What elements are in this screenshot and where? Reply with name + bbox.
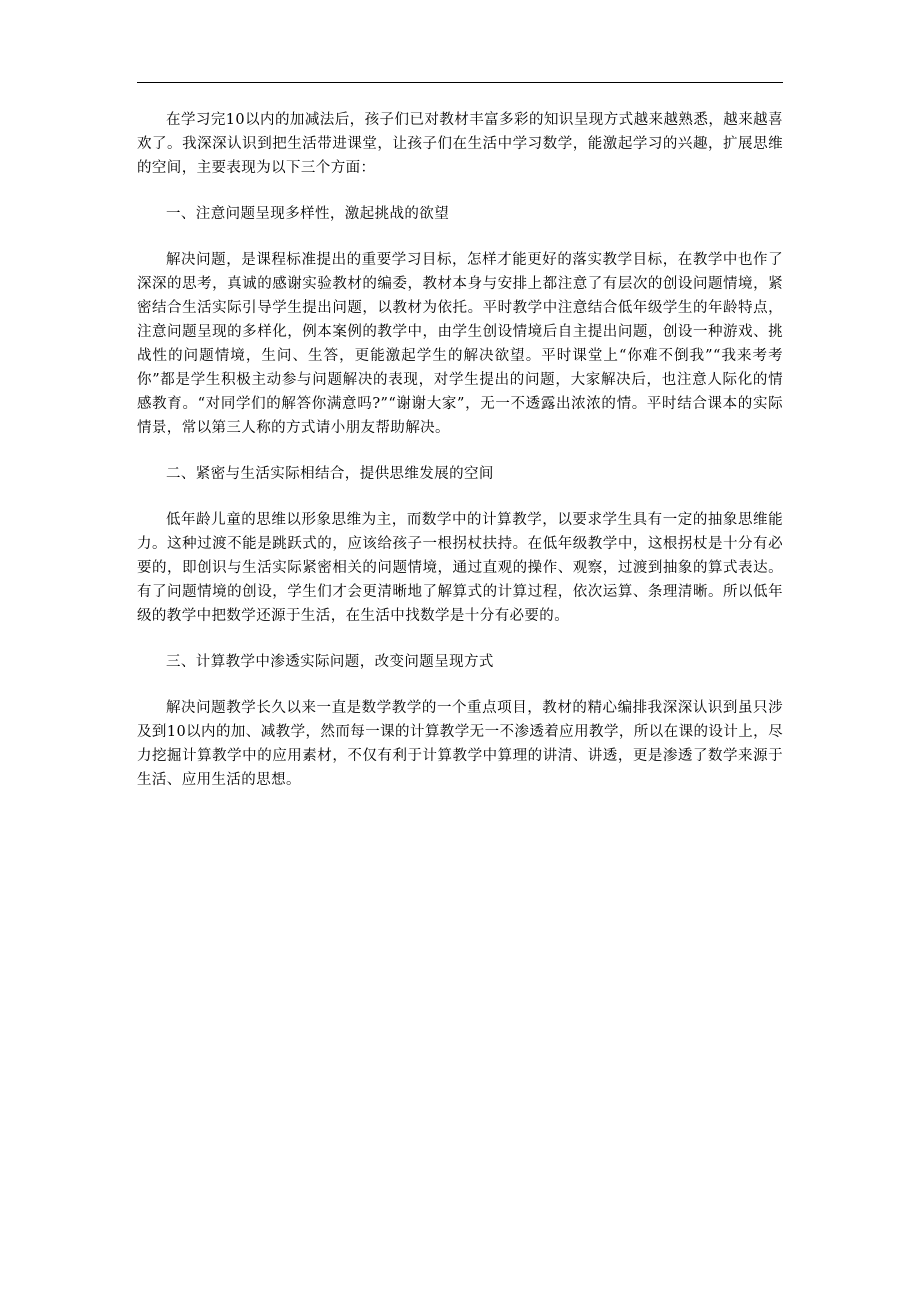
section-1-heading: 一、注意问题呈现多样性，激起挑战的欲望	[166, 206, 450, 222]
header-rule	[137, 82, 783, 83]
section-3-body: 解决问题教学长久以来一直是数学教学的一个重点项目，教材的精心编排我深深认识到虽只涉及到10以内的加、减教学，然而每一课的计算教学无一不渗透着应用教学，所以在课的设计上，尽力挖掘计算教学中的应用素材，不仅有利于计算教学中算理的讲清、讲透，更是渗透了数学来源于生活、应用生活的思想。	[137, 700, 783, 788]
section-3-heading: 三、计算教学中渗透实际问题，改变问题呈现方式	[166, 654, 494, 670]
section-1-body: 解决问题，是课程标准提出的重要学习目标，怎样才能更好的落实教学目标，在教学中也作了深深的思考，真诚的感谢实验教材的编委，教材本身与安排上都注意了有层次的创设问题情境，紧密结合生活实际引导学生提出问题，以教材为依托。平时教学中注意结合低年级学生的年龄特点，注意问题呈现的多样化，例本案例的教学中，由学生创设情境后自主提出问题，创设一种游戏、挑战性的问题情境，生问、生答，更能激起学生的解决欲望。平时课堂上“你难不倒我”“我来考考你”都是学生积极主动参与问题解决的表现，对学生提出的问题，大家解决后，也注意人际化的情感教育。“对同学们的解答你满意吗?”“谢谢大家”，无一不透露出浓浓的情。平时结合课本的实际情景，常以第三人称的方式请小朋友帮助解决。	[137, 252, 783, 436]
section-2-body: 低年龄儿童的思维以形象思维为主，而数学中的计算教学，以要求学生具有一定的抽象思维能力。这种过渡不能是跳跃式的，应该给孩子一根拐杖扶持。在低年级教学中，这根拐杖是十分有必要的，即创识与生活实际紧密相关的问题情境，通过直观的操作、观察，过渡到抽象的算式表达。有了问题情境的创设，学生们才会更清晰地了解算式的计算过程，依次运算、条理清晰。所以低年级的教学中把数学还源于生活，在生活中找数学是十分有必要的。	[137, 512, 783, 624]
document-body	[137, 108, 783, 792]
intro-paragraph: 在学习完10以内的加减法后，孩子们已对教材丰富多彩的知识呈现方式越来越熟悉，越来越喜欢了。我深深认识到把生活带进课堂，让孩子们在生活中学习数学，能激起学习的兴趣，扩展思维的空间，主要表现为以下三个方面：	[137, 112, 783, 176]
section-2-heading: 二、紧密与生活实际相结合，提供思维发展的空间	[166, 466, 494, 482]
